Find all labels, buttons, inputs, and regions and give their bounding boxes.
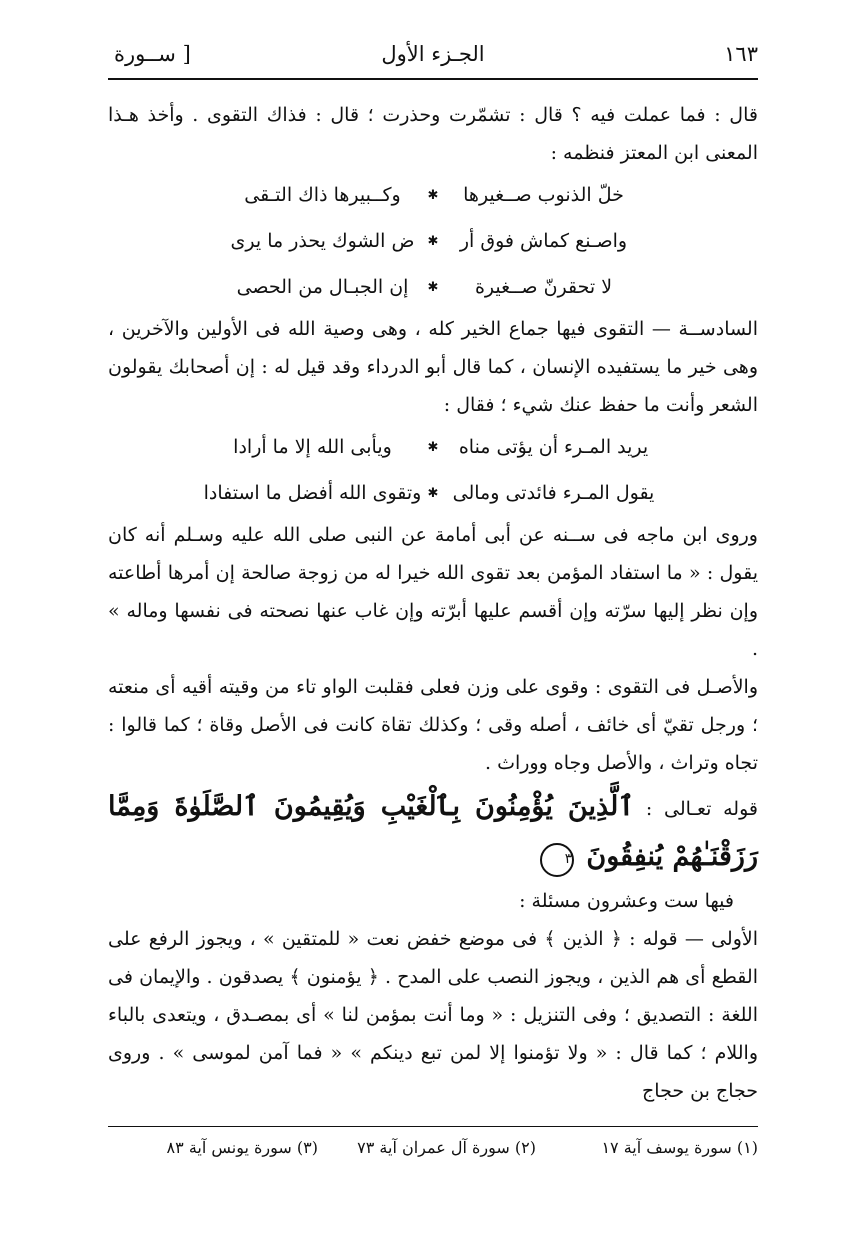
quran-verse-block [108, 782, 758, 882]
hemistich-first: خلّ الذنوب صــغيرها [463, 184, 624, 206]
hemistich-second: وتقوى الله أفضل ما استفادا [203, 482, 422, 504]
running-header [108, 38, 758, 78]
paragraph-2: السادســة — التقوى فيها جماع الخير كله ، وهى وصية الله فى الأولين والآخرين ، وهى خير ما يستفيده الإنسان ، كما قال أبو الدرداء وقد قيل له : إن أصحابك يقولون الشعر وأنت ما حفظ عنك شيء ؛ فقال : [108, 318, 758, 416]
paragraph-6: الأولى — قوله : ﴿ الذين ﴾ فى موضع خفض نعت « للمتقين » ، ويجوز الرفع على القطع أى هم الذين ، ويجوز النصب على المدح . ﴿ يؤمنون ﴾ يصدقون . والإيمان فى اللغة : التصديق ؛ وفى التنزيل : « وما أنت بمؤمن لنا » أى بمصـدق ، ويتعدى بالباء واللام ؛ كما قال : « ولا تؤمنوا إلا لمن تبع دينكم » « فما آمن لموسى » . وروى حجاج بن حجاج [108, 928, 758, 1102]
poem-line [223, 218, 643, 264]
poem-line [203, 470, 663, 516]
poem-line [203, 424, 663, 470]
poem-line [223, 264, 643, 310]
star-separator-icon: ✱ [427, 485, 439, 501]
footnote-divider [108, 1126, 758, 1127]
paragraph-3: وروى ابن ماجه فى ســنه عن أبى أمامة عن النبى صلى الله عليه وسـلم أنه كان يقول : « ما استفاد المؤمن بعد تقوى الله خيرا له من زوجة صالحة إن أمرها أطاعته وإن نظر إليها سرّته وإن أقسم عليها أبرّته وإن غاب عنها نصحته فى نفسها وماله » . [108, 524, 758, 660]
star-separator-icon: ✱ [427, 439, 439, 455]
hemistich-first: لا تحقرنّ صــغيرة [474, 276, 613, 298]
page-body [108, 96, 758, 1110]
quran-verse-text: ٱلَّذِينَ يُؤْمِنُونَ بِٱلْغَيْبِ وَيُقِيمُونَ ٱلصَّلَوٰةَ وَمِمَّا رَزَقْنَـٰهُمْ يُنفِقُونَ [108, 791, 758, 872]
footnote-3: (٣) سورة يونس آية ٨٣ [166, 1138, 318, 1157]
star-separator-icon: ✱ [427, 279, 439, 295]
hemistich-second: ض الشوك يحذر ما يرى [230, 230, 415, 252]
page-number: ١٦٣ [724, 42, 758, 66]
ayah-number-badge: ٣ [540, 843, 574, 877]
star-separator-icon: ✱ [427, 233, 439, 249]
hemistich-second: وكــبيرها ذاك التـقى [244, 184, 401, 206]
poem-line [223, 172, 643, 218]
star-separator-icon: ✱ [427, 187, 439, 203]
quran-intro-label: قوله تعـالى : [645, 798, 758, 820]
poem-abu-al-darda [203, 424, 663, 516]
hemistich-first: واصـنع كماش فوق أر [459, 230, 628, 252]
paragraph-4: والأصـل فى التقوى : وقوى على وزن فعلى فقلبت الواو تاء من وقيته أقيه أى منعته ؛ ورجل تقيّ أى خائف ، أصله وقى ؛ وكذلك تقاة كانت فى الأصل وقاة ؛ كما قالوا : تجاه وتراث ، والأصل وجاه ووراث . [108, 676, 758, 774]
part-title: الجـزء الأول [381, 42, 485, 66]
footnote-2: (٢) سورة آل عمران آية ٧٣ [357, 1138, 536, 1157]
footnotes [108, 1138, 758, 1168]
hemistich-second: إن الجبـال من الحصى [236, 276, 409, 298]
hemistich-first: يقول المـرء فائدتى ومالى [452, 482, 655, 504]
poem-ibn-al-mutazz [223, 172, 643, 310]
hemistich-second: ويأبى الله إلا ما أرادا [233, 436, 392, 458]
header-divider [108, 78, 758, 80]
paragraph-1: قال : فما عملت فيه ؟ قال : تشمّرت وحذرت ؛ قال : فذاك التقوى . وأخذ هـذا المعنى ابن المعتز فنظمه : [108, 104, 758, 164]
footnote-1: (١) سورة يوسف آية ١٧ [601, 1138, 758, 1157]
hemistich-first: يريد المـرء أن يؤتى مناه [458, 436, 649, 458]
surah-label: [ ســورة [114, 42, 191, 66]
paragraph-5: فيها ست وعشرون مسئلة : [519, 890, 734, 912]
